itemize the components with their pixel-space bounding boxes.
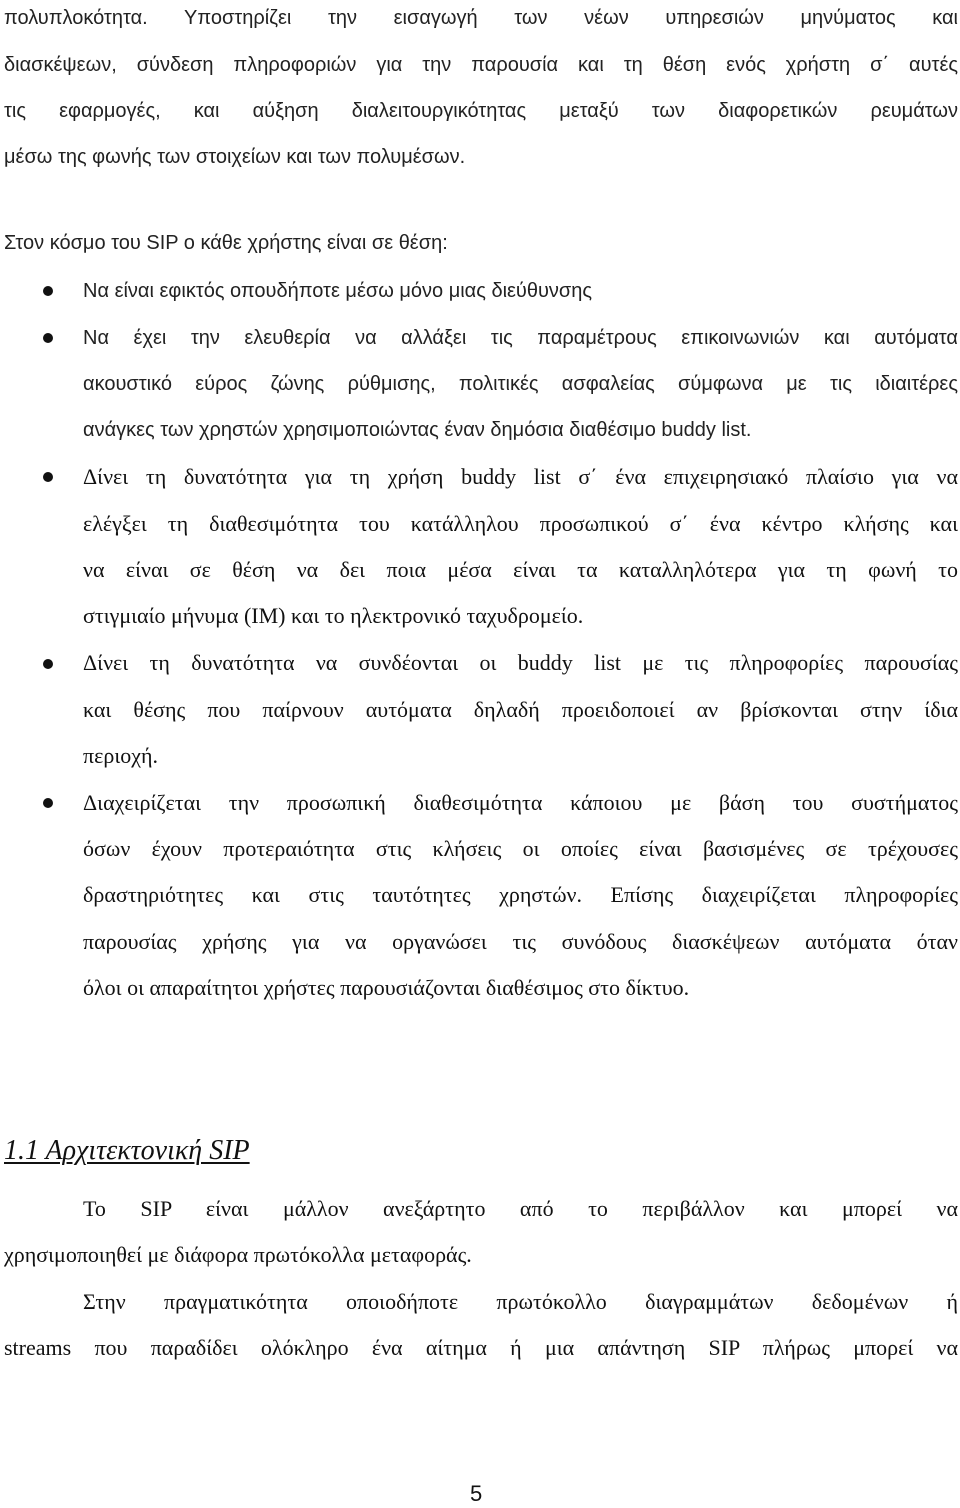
- bullet-icon: [43, 333, 53, 343]
- bullet-3-line-4: στιγμιαίο μήνυμα (IM) και το ηλεκτρονικό ταχυδρομείο.: [83, 603, 584, 628]
- bullet-5-line-4: παρουσίας χρήσης για να οργανώσει τις συνόδους διασκέψεων αυτόματα όταν: [83, 929, 958, 954]
- bullet-3-line-1: Δίνει τη δυνατότητα για τη χρήση buddy list σ΄ ένα επιχειρησιακό πλαίσιο για να: [83, 464, 958, 489]
- intro-line-2: διασκέψεων, σύνδεση πληροφοριών για την παρουσία και τη θέση ενός χρήστη σ΄ αυτές: [4, 54, 958, 76]
- para-2-line-1: Στην πραγματικότητα οποιοδήποτε πρωτόκολλο διαγραμμάτων δεδομένων ή: [83, 1289, 958, 1314]
- intro-line-1: πολυπλοκότητα. Υποστηρίζει την εισαγωγή των νέων υπηρεσιών μηνύματος και: [4, 7, 958, 29]
- bullet-icon: [43, 286, 53, 296]
- bullet-5-line-2: όσων έχουν προτεραιότητα στις κλήσεις οι οποίες είναι βασισμένες σε τρέχουσες: [83, 836, 958, 861]
- para-1-line-1: Το SIP είναι μάλλον ανεξάρτητο από το περιβάλλον και μπορεί να: [83, 1196, 958, 1221]
- bullet-icon: [43, 798, 53, 808]
- bullet-3-line-3: να είναι σε θέση να δει ποια μέσα είναι τα καταλληλότερα για τη φωνή το: [83, 557, 958, 582]
- bullet-5-line-5: όλοι οι απαραίτητοι χρήστες παρουσιάζονται διαθέσιμος στο δίκτυο.: [83, 975, 690, 1000]
- bullet-icon: [43, 472, 53, 482]
- para-1-line-2: χρησιμοποιηθεί με διάφορα πρωτόκολλα μεταφοράς.: [4, 1242, 472, 1267]
- bullet-3-line-2: ελέγξει τη διαθεσιμότητα του κατάλληλου προσωπικού σ΄ ένα κέντρο κλήσης και: [83, 511, 958, 536]
- bullet-2-line-2: ακουστικό εύρος ζώνης ρύθμισης, πολιτικές ασφαλείας σύμφωνα με τις ιδιαιτέρες: [83, 373, 958, 395]
- bullet-2-line-1: Να έχει την ελευθερία να αλλάξει τις παραμέτρους επικοινωνιών και αυτόματα: [83, 327, 958, 349]
- sip-world-intro: Στον κόσμο του SIP ο κάθε χρήστης είναι σε θέση:: [4, 232, 448, 254]
- page-number: 5: [470, 1481, 483, 1506]
- bullet-5-line-1: Διαχειρίζεται την προσωπική διαθεσιμότητα κάποιου με βάση του συστήματος: [83, 790, 958, 815]
- bullet-4-line-1: Δίνει τη δυνατότητα να συνδέονται οι buddy list με τις πληροφορίες παρουσίας: [83, 650, 958, 675]
- intro-line-3: τις εφαρμογές, και αύξηση διαλειτουργικότητας μεταξύ των διαφορετικών ρευμάτων: [4, 100, 958, 122]
- bullet-4-line-3: περιοχή.: [83, 743, 159, 768]
- para-2-line-2: streams που παραδίδει ολόκληρο ένα αίτημα ή μια απάντηση SIP πλήρως μπορεί να: [4, 1335, 958, 1360]
- bullet-2-line-3: ανάγκες των χρηστών χρησιμοποιώντας έναν δημόσια διαθέσιμο buddy list.: [83, 419, 752, 441]
- intro-line-4: μέσω της φωνής των στοιχείων και των πολυμέσων.: [4, 146, 466, 168]
- bullet-4-line-2: και θέσης που παίρνουν αυτόματα δηλαδή προειδοποιεί αν βρίσκονται στην ίδια: [83, 697, 958, 722]
- section-heading: 1.1 Αρχιτεκτονική SIP: [4, 1135, 250, 1166]
- bullet-icon: [43, 659, 53, 669]
- bullet-5-line-3: δραστηριότητες και στις ταυτότητες χρηστών. Επίσης διαχειρίζεται πληροφορίες: [83, 882, 958, 907]
- bullet-1-line-1: Να είναι εφικτός οπουδήποτε μέσω μόνο μιας διεύθυνσης: [83, 280, 593, 302]
